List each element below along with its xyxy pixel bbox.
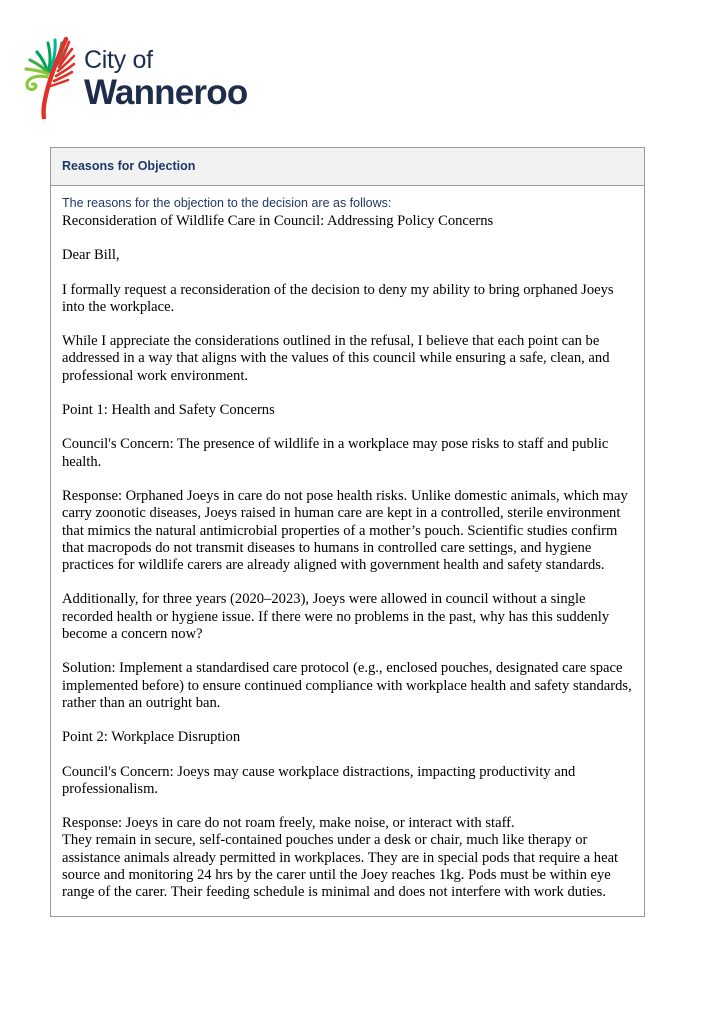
point-2-response-detail: They remain in secure, self-contained pouches under a desk or chair, much like therapy or assistance animals already permitted in workplaces. They are in special pods that require a heat source and monitoring 24 hrs by the carer until the Joey reaches 1kg. Pods must be within eye range of the carer. Their feeding schedule is minimal and does not interfere with work duties.: [62, 832, 619, 901]
reasons-for-objection-table: [50, 147, 645, 917]
point-1-solution: Solution: Implement a standardised care protocol (e.g., enclosed pouches, designated care space implemented before) to ensure continued compliance with workplace health and safety standards, rather than an outright ban.: [62, 660, 632, 711]
point-1-additionally: Additionally, for three years (2020–2023), Joeys were allowed in council without a single recorded health or hygiene issue. If there were no problems in the past, why has this suddenly become a concern now?: [62, 591, 610, 643]
table-body-cell: [51, 186, 644, 916]
city-of-wanneroo-logo: [22, 33, 252, 121]
logo-wordmark: [84, 47, 259, 111]
point-1-response: Response: Orphaned Joeys in care do not pose health risks. Unlike domestic animals, which may carry zoonotic diseases, Joeys raised in human care are kept in a controlled, sterile environment that mimics the natural antimicrobial properties of a mother’s pouch. Scientific studies confirm that macropods do not transmit diseases to humans in controlled care settings, and hygiene practices for wildlife carers are already aligned with government health and safety standards.: [62, 487, 628, 574]
logo-line-city-of: City of: [84, 46, 153, 74]
point-2-council-concern: Council's Concern: Joeys may cause workplace distractions, impacting productivity and professionalism.: [62, 763, 576, 797]
heading-point-1: Point 1: Health and Safety Concerns: [62, 402, 275, 419]
point-2-response-intro: Response: Joeys in care do not roam freely, make noise, or interact with staff.: [62, 815, 515, 832]
salutation: Dear Bill,: [62, 247, 120, 264]
table-header-label: Reasons for Objection: [62, 159, 196, 173]
paragraph-appreciation: While I appreciate the considerations outlined in the refusal, I believe that each point can be addressed in a way that aligns with the values of this council while ensuring a safe, clean, and professional work environment.: [62, 333, 610, 384]
table-header-row: [51, 148, 644, 186]
logo-line-wanneroo: Wanneroo: [84, 73, 248, 112]
kangaroo-paw-flower-icon: [22, 33, 84, 119]
intro-line: The reasons for the objection to the decision are as follows:: [62, 196, 392, 210]
heading-point-2: Point 2: Workplace Disruption: [62, 729, 241, 746]
document-title: Reconsideration of Wildlife Care in Council: Addressing Policy Concerns: [62, 213, 494, 229]
point-1-council-concern: Council's Concern: The presence of wildlife in a workplace may pose risks to staff and public health.: [62, 436, 609, 470]
paragraph-request: I formally request a reconsideration of the decision to deny my ability to bring orphaned Joeys into the workplace.: [62, 281, 614, 315]
